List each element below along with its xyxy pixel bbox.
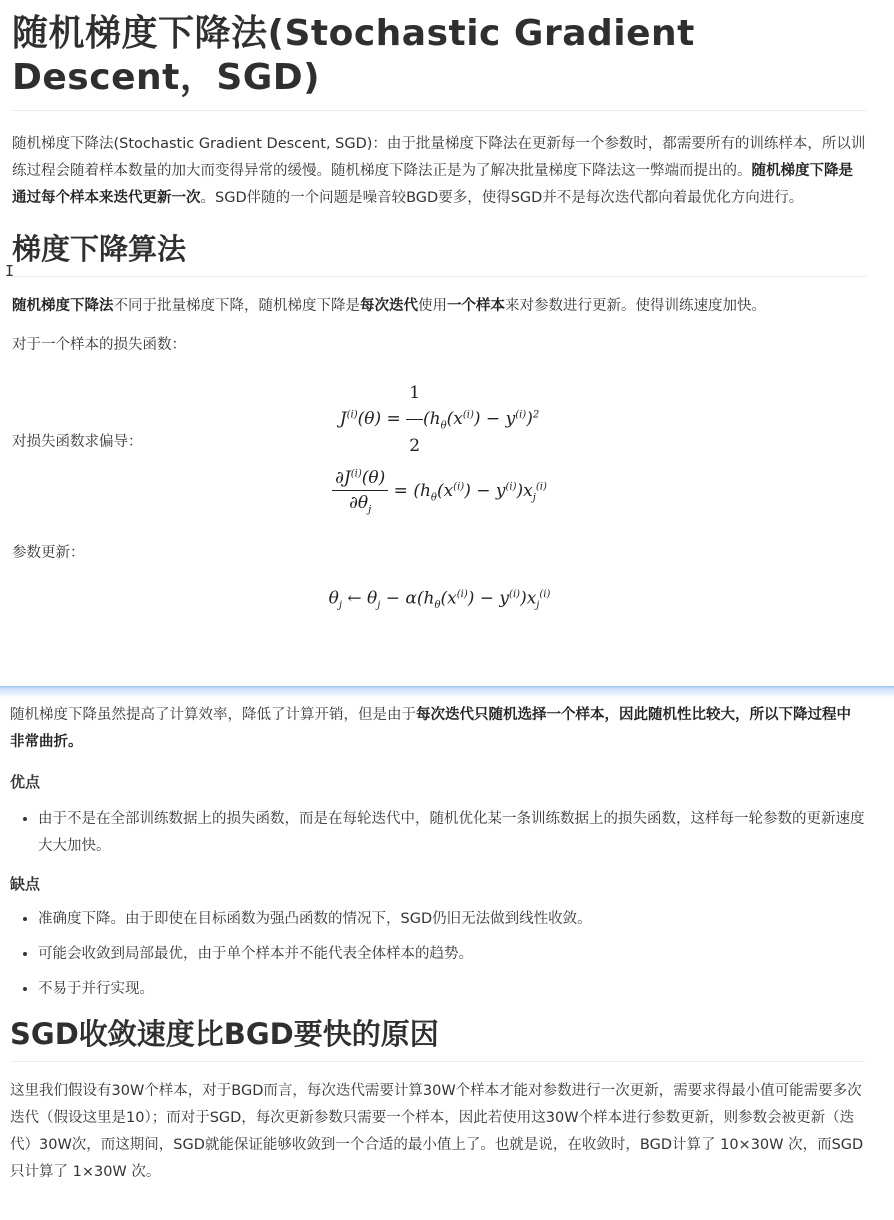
update-label: 参数更新： [12,545,85,561]
loss-formula: $J^{(i)}(\theta)$ = $\frac{1}{2}$ $(h_\theta(x^{(i)}) - y^{(i)})^2$ [12,369,867,417]
pros-list [10,806,865,860]
intro-paragraph [12,131,867,212]
bold-one-sample: 一个样本 [447,298,505,314]
document [12,0,867,612]
intro-bold: 随机梯度下降是通过每个样本来迭代更新一次 [12,163,853,206]
loss-label: 对于一个样本的损失函数： [12,337,186,353]
page-title: 随机梯度下降法(Stochastic Gradient Descent，SGD) [12,0,867,111]
text-cursor-icon: I [5,262,15,280]
sgd-description [12,293,867,320]
list-item: • 由于不是在全部训练数据上的损失函数，而是在每轮迭代中，随机优化某一条训练数据上的损失函数，这样每一轮参数的更新速度大大加快。 [38,806,865,860]
update-formula: $\theta_j$ ← $\theta_j - \alpha(h_\theta(x^{(i)}) - y^{(i)})x_j^{(i)}$ [328,588,551,612]
text: 不同于批量梯度下降，随机梯度下降是 [113,298,360,314]
bold-randomness: 每次迭代只随机选择一个样本，因此随机性比较大，所以下降过程中非常曲折。 [10,707,851,750]
sgd-tradeoff-paragraph [10,702,865,756]
list-item: • 准确度下降。由于即使在目标函数为强凸函数的情况下，SGD仍旧无法做到线性收敛。 [38,906,865,933]
screenshot-split-divider [0,686,894,698]
section-heading-gd-algorithm: 梯度下降算法 [12,230,867,277]
document-lower [10,702,865,1186]
bold-sgd: 随机梯度下降法 [12,298,114,314]
intro-text-1: 随机梯度下降法(Stochastic Gradient Descent, SGD)：由于批量梯度下降法在更新每一个参数时，都需要所有的训练样本，所以训练过程会随着样本数量的加大而变得异常的缓慢。随机梯度下降法正是为了解决批量梯度下降法这一弊端而提出的。 [12,136,866,179]
derivative-label: 对损失函数求偏导： [12,434,143,450]
section-heading-sgd-faster: SGD收敛速度比BGD要快的原因 [10,1015,865,1062]
text: 随机梯度下降虽然提高了计算效率，降低了计算开销，但是由于 [10,707,416,723]
text: 来对参数进行更新。使得训练速度加快。 [505,298,766,314]
derivative-formula: $\frac{\partial J^{(i)}(\theta)}{\partial\theta_j}$ = $(h_\theta(x^{(i)}) - y^{(i)})x_j^{(i)}$ [12,468,867,524]
list-item: • 可能会收敛到局部最优，由于单个样本并不能代表全体样本的趋势。 [38,941,865,968]
cons-list [10,906,865,1003]
text: 使用 [418,298,447,314]
sgd-faster-paragraph: 这里我们假设有30W个样本，对于BGD而言，每次迭代需要计算30W个样本才能对参数进行一次更新，需要求得最小值可能需要多次迭代（假设这里是10）；而对于SGD，每次更新参数只需要一个样本，因此若使用这30W个样本进行参数更新，则参数会被更新（迭代）30W次，而这期间，SGD就能保证能够收敛到一个合适的最小值上了。也就是说，在收敛时，BGD计算了 10×30W 次，而SGD只计算了 1×30W 次。 [10,1083,864,1180]
pros-heading: 优点 [10,773,41,791]
cons-heading: 缺点 [10,875,41,893]
list-item: • 不易于并行实现。 [38,976,865,1003]
intro-text-2: 。SGD伴随的一个问题是噪音较BGD要多，使得SGD并不是每次迭代都向着最优化方向进行。 [200,190,804,206]
bold-each-iteration: 每次迭代 [360,298,418,314]
